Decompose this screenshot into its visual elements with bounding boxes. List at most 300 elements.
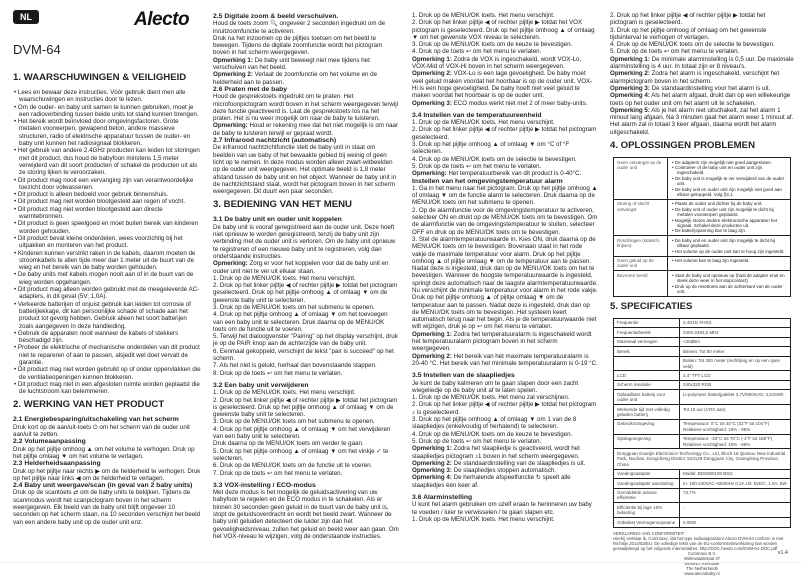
note-label: Opmerking 2: xyxy=(610,70,650,78)
section-heading: 2. WERKING VAN HET PRODUCT xyxy=(13,399,165,411)
spec-row xyxy=(614,356,791,371)
section-heading: 3. BEDIENING VAN HET MENU xyxy=(213,199,352,211)
table-row xyxy=(614,158,791,200)
spec-label: Bereik xyxy=(614,347,680,356)
note-paragraph xyxy=(412,467,598,474)
spec-value: Temperatuur: -20°C tot 70°C (-4°F tot 158°F) Relatieve vochtigheid: 15% - 85% xyxy=(680,434,791,449)
paragraph: 1. Druk op de MENU/OK toets. Het menu verschijnt. xyxy=(213,274,356,282)
note-label: Opmerking 1: xyxy=(412,445,452,453)
note-label: Opmerking 1: xyxy=(213,56,253,64)
spec-value: 240x320 RGB xyxy=(680,380,791,389)
paragraph: 2. Druk op het linker pijltje ◀ of rechter pijltje ▶ totdat het pictogram ♪ is geselecteerd. xyxy=(412,401,597,416)
paragraph: 5. Druk op de toets ↩ om het menu te verlaten. xyxy=(610,48,740,56)
bullet-item xyxy=(13,118,201,147)
note-text: De herhalende afspeelfunctie ↻ speelt alle slaapliedjes één keer af. xyxy=(412,474,571,489)
model-title: DVM-64 xyxy=(13,42,61,57)
bullet-marker: • xyxy=(672,159,675,165)
paragraph: 4. Druk op de MENU/OK toets om de keuze te bevestigen. xyxy=(412,430,573,438)
troubleshooting-table xyxy=(613,157,791,297)
subsection-heading: 2.5 Digitale zoom & beeld verschuiven. xyxy=(213,13,339,20)
paragraph: 2. Druk op het linker pijltje ◀ of rechter pijltje ▶ totdat het pictogram geselecteerd. xyxy=(412,126,597,141)
solution-cell xyxy=(668,236,791,256)
paragraph: 6. Eenmaal gekoppeld, verschijnt de tekst "pair is succeed" op het scherm. xyxy=(213,347,394,363)
bullet-marker: • xyxy=(14,366,18,374)
solution-text: Druk op de resettoets aan de achterkant van de ouder unit. xyxy=(674,283,783,295)
solution-list xyxy=(671,258,787,263)
bullet-marker: • xyxy=(672,248,675,254)
solution-item xyxy=(671,176,787,187)
note-label: Opmerking: xyxy=(213,122,248,130)
note-label: Opmerking 2: xyxy=(412,70,452,78)
note-paragraph xyxy=(610,107,794,136)
bullet-item xyxy=(13,89,201,104)
paragraph: 2. Druk op het linker pijltje ◀ of rechter pijltje ▶ totdat het VOX pictogram is geselecteerd. Druk op het pijltje omhoog ▲ of omlaag ▼ om het gewenste VOX niveau te selecteren. xyxy=(412,19,595,41)
note-text: Zodra het temperatuuralarm is ingeschakeld wordt het temperatuuralarm pictogram boven in het scherm weergegeven. xyxy=(412,330,592,353)
solution-text: Het volume op de ouder unit kan te hoog zijn ingesteld. xyxy=(674,248,785,254)
column-4 xyxy=(610,12,794,576)
solution-item xyxy=(671,207,787,218)
column-2 xyxy=(213,13,399,540)
bullet-item xyxy=(13,104,201,119)
note-label: Opmerking 2: xyxy=(213,71,253,79)
note-paragraph xyxy=(213,122,399,137)
spec-row xyxy=(614,405,791,420)
spec-label: LCD xyxy=(614,371,680,380)
version-label: v1.4 xyxy=(777,550,788,556)
paragraph: 8. Druk op de toets ↩ om het menu te verlaten. xyxy=(213,369,343,377)
note-text: Het temperatuurbereik van dit product is 0-40°C. xyxy=(446,170,582,178)
subsection-heading: 2.2 Volumeaanpassing xyxy=(13,438,86,446)
note-text: De baby unit beweegt niet mee tijdens het verschuiven van het beeld. xyxy=(213,56,370,72)
note-label: Opmerking 5: xyxy=(610,106,650,114)
note-label: Opmerking 3: xyxy=(610,84,650,92)
note-text: De minimale alarminstelling is 0,5 uur. De maximale alarminstelling is 4 uur. In totaal zijn er 8 niveau's. xyxy=(610,55,794,71)
bullet-text: Dit product mag niet worden gebruikt op of onder oppervlakken die de ventilatieopeningen kunnen blokkeren. xyxy=(17,366,201,381)
solution-item xyxy=(671,258,787,263)
bullet-text: Dit product mag niet worden blootgesteld aan regen of vocht. xyxy=(17,198,186,206)
paragraph: 4. Druk op het pijltje omhoog ▲ of omlaag ▼ om het toevoegen van een baby unit te selecteren. Druk daarna op de MENU/OK toets om de functie uit te voeren. xyxy=(213,311,388,333)
bullet-item xyxy=(13,301,201,330)
bullet-marker: • xyxy=(14,234,18,242)
note-paragraph xyxy=(610,92,794,107)
bullet-item xyxy=(13,191,201,198)
note-paragraph xyxy=(213,71,399,86)
solution-text: De batterijspanning kan te laag zijn. xyxy=(674,228,747,234)
note-text: De standaardinstelling van de slaapliedjes is uit. xyxy=(451,459,586,467)
bullet-text: Lees en bewaar deze instructies. Vóór gebruik dient men alle waarschuwingen en instructies door te lezen. xyxy=(17,89,186,104)
declaration-title: VERKLARING VAN CONFORMITEIT xyxy=(613,530,685,536)
subsection-heading: 3.4 Instellen van de temperatuureenheid xyxy=(412,111,542,119)
paragraph: U kunt het alarm gebruiken om uzelf eraan te herinneren uw baby te voeden / luier te verwisselen / te gaan slapen etc. xyxy=(412,501,592,516)
subsection-heading: 2.7 Infrarood nachtzicht (automatisch) xyxy=(213,137,337,145)
note-paragraph xyxy=(412,460,598,467)
bullet-marker: • xyxy=(14,300,18,308)
bullet-item xyxy=(13,206,201,221)
problem-cell: Rondzingen (statisch, krijsen) xyxy=(614,236,668,256)
spec-row xyxy=(614,469,791,478)
spec-value: 2,4" TFT LCD xyxy=(680,371,791,380)
solution-text: De baby unit en ouder unit zijn mogelijk te dicht bij elkaar geplaatst. xyxy=(674,237,775,249)
problem-cell: Geen geluid op de ouder unit xyxy=(614,256,668,271)
bullet-marker: • xyxy=(672,237,675,243)
bullet-marker: • xyxy=(672,175,675,181)
paragraph: De baby unit is vooraf geregistreerd aan de ouder unit. Deze hoeft niet opnieuw te worden geregistreerd, tenzij de baby unit zijn verbinding met de ouder unit is verloren. Om de baby unit opnieuw te registreren of een nieuwe baby unit te registreren, volg dan onderstaande instructies. xyxy=(213,223,396,260)
bullet-marker: • xyxy=(14,249,18,257)
bullet-marker: • xyxy=(14,176,18,184)
declaration-text: Hierbij verklaar ik, Commaxx, dat het type radioapparatuur Alecto DVM-64 conform is met Richtlijn 2014/53/EU. De volledige tekst van de EU-conformiteitsverklaring kan worden geraadpleegd op het volgende internetadres: http://DOC.hesdo.com/DVM-64-DOC.pdf xyxy=(613,535,784,551)
spec-label: Voedingsadapter aansluiting xyxy=(614,479,680,488)
paragraph: 6. Druk op de MENU/OK toets om de functie uit te voeren. xyxy=(213,462,373,470)
note-text: Zorg er voor het koppelen voor dat de baby unit en ouder unit niet te ver uit elkaar staan. xyxy=(213,260,389,275)
note-label: Opmerking 3: xyxy=(412,99,452,107)
note-text: ECO modus werkt niet met 2 of meer baby-units. xyxy=(451,99,588,107)
bullet-text: Dit product mag niet worden blootgesteld aan directe warmtebronnen. xyxy=(17,205,163,221)
bullet-marker: • xyxy=(14,147,18,155)
note-paragraph xyxy=(412,100,598,107)
solution-text: De baby unit is mogelijk te ver verwijderd van de ouder unit. xyxy=(674,175,785,187)
bullet-marker: • xyxy=(672,258,675,264)
paragraph: 7. Als het niet is gelukt, herhaal dan bovenstaande stappen. xyxy=(213,362,377,370)
note-label: Opmerking: xyxy=(412,170,447,178)
table-row xyxy=(614,236,791,256)
spec-value: Temperatuur: 0°C tot 40°C (32°F tot 104°F) Relatieve vochtigheid: 15% - 85% xyxy=(680,419,791,434)
paragraph: 3. Druk op de MENU/OK toets om het submenu te openen. xyxy=(213,303,375,311)
paragraph: Met deze modus is het mogelijk de geluidsactivering van uw babyfoon te regelen en de ECO modus in te schakelen. Als er binnen 30 seconden geen geluid in de buurt van de baby unit is, stopt de geluidsoverdracht en wordt het beeld zwart. Wanneer de baby unit geluiden detecteert die luider zijn dan het gevoeligheidsniveau, zullen het geluid en beeld weer aan gaan. Om het VOX-niveau te wijzigen, volg de onderstaande instructies. xyxy=(213,489,399,540)
paragraph: Druk daarna op de MENU/OK toets om verder te gaan. xyxy=(213,440,364,448)
spec-value: 73,7% xyxy=(680,488,791,503)
paragraph: 1. Druk op de MENU/OK toets. Het menu verschijnt. xyxy=(412,119,555,127)
subsection-heading: 2.3 Helderheidsaanpassing xyxy=(13,460,101,468)
page-divider xyxy=(0,562,802,563)
spec-row xyxy=(614,337,791,346)
bullet-text: Kinderen kunnen verstrikt raken in de kabels, daarom moeten de stroomkabels te allen tijde meer dan 1 meter uit de buurt van de wieg en het bereik van de baby worden gehouden. xyxy=(17,249,196,272)
solution-text: Mogelijk storen andere elektronische apparaten het signaal. Schakel deze producten uit. xyxy=(674,217,778,229)
spec-row xyxy=(614,380,791,389)
bullet-marker: • xyxy=(14,198,18,206)
paragraph: 4. Druk op de MENU/OK toets om de selectie te bevestigen. xyxy=(412,155,577,163)
paragraph: 1. Druk op de MENU/OK toets. Het menu zal verschijnen. xyxy=(412,394,570,402)
spec-label xyxy=(614,356,680,371)
note-paragraph xyxy=(213,57,399,72)
subsection-heading: 2.6 Praten met de baby xyxy=(213,85,288,93)
specs-heading: 5. SPECIFICATIES xyxy=(610,300,693,312)
solution-text: Controleer of de baby unit en ouder unit zijn ingeschakeld. xyxy=(674,164,763,176)
solution-list xyxy=(671,273,787,295)
spec-row xyxy=(614,449,791,469)
spec-label: Scherm resolutie xyxy=(614,380,680,389)
solution-cell xyxy=(668,158,791,200)
column-4-text xyxy=(610,12,794,152)
note-label: Opmerking 4: xyxy=(412,474,452,482)
paragraph: 3. Druk op de MENU/OK toets om de keuze te bevestigen. xyxy=(412,41,573,49)
paragraph: 1. Ga in het menu naar het pictogram. Druk op het pijltje omhoog ▲ of omlaag ▼ om de functie alarm te selecteren. Druk daarna op de MENU/OK toets om het submenu te openen. xyxy=(412,184,598,207)
spec-row xyxy=(614,419,791,434)
spec-label: Frequentiebereik xyxy=(614,328,680,337)
specifications-table xyxy=(613,318,791,528)
bullet-marker: • xyxy=(14,220,18,228)
solution-text: Start de baby unit opnieuw op (haal de adapter eruit en steek deze weer in het stopcontact). xyxy=(674,272,785,284)
spec-label: Gemiddelde actieve efficiëntie xyxy=(614,488,680,503)
bullet-text: Dit product is geen speelgoed en moet buiten bereik van kinderen worden gehouden. xyxy=(17,220,199,235)
bullet-marker: • xyxy=(14,329,18,337)
solution-cell xyxy=(668,199,791,235)
subsection-heading: 3.3 VOX-instelling / ECO-modus xyxy=(213,481,316,489)
solution-item xyxy=(671,228,787,233)
note-text: VOX-Lo is een lage gevoeligheid. De baby moet veel geluid maken voordat het hoorbaar is op de ouder unit. VOX-Hi is een hoge gevoeligheid. De baby hoeft niet veel geluid te maken voordat het hoorbaar is op de ouder unit. xyxy=(412,70,593,100)
note-text: Zodra het slaapliedje is geactiveerd, wordt het slaapliedjes pictogram ♪1 boven in het scherm weergegeven. xyxy=(412,445,580,460)
note-paragraph xyxy=(610,70,794,85)
paragraph: 3. Druk op het pijltje omhoog ▲ of omlaag ▼ om °C of °F selecteren. xyxy=(412,141,570,156)
note-paragraph xyxy=(213,260,399,275)
spec-row xyxy=(614,371,791,380)
paragraph: 2. Druk op het linker pijltje ◀ of rechter pijltje ▶ totdat het pictogram is geselecteerd. Druk op het pijltje omhoog ▲ of omlaag ▼ om de gewenste baby unit te selecteren. xyxy=(213,396,398,419)
problem-cell: Storing of slecht ontvangst xyxy=(614,199,668,235)
bullet-marker: • xyxy=(14,344,18,352)
bullet-marker: • xyxy=(672,164,675,170)
spec-row xyxy=(614,488,791,503)
address-line: www.alectobaby.nl xyxy=(684,570,720,576)
paragraph: 3. Stel de alarmtemperatuurwaarde in. Kies ON, druk daarna op de MENU/OK toets om te bevestigen. Bovenaan staat in het rode vakje de maximale temperatuur voor alarm. Druk op het pijltje omhoog ▲ of pijltje omlaag ▼ om de temperatuur aan te passen. Nadat deze is ingesteld, druk dan op de MENU/OK toets om het te bevestigen. Wanneer de hoogste temperatuurwaarde is ingesteld, springt deze automatisch naar de laagste alarmtemperatuurwaarde. Nu verschijnt de minimale temperatuur voor alarm in het rode vakje. Druk op het pijltje omhoog ▲ of pijltje omlaag ▼ om de temperatuur aan te passen. Nadat deze is ingesteld, druk dan op de MENU/OK toets om te bevestigen. Het systeem keert automatisch terug naar het begin. Als je de temperatuurwaarde niet wilt wijzigen, druk je op ↩ om het menu te verlaten. xyxy=(412,235,598,331)
note-text: De standaardinstelling voor het alarm is uit. xyxy=(649,84,771,92)
address xyxy=(610,551,794,576)
bullet-marker: • xyxy=(672,228,675,234)
bullet-marker: • xyxy=(672,272,675,278)
paragraph: 1. Druk op de MENU/OK toets. Het menu verschijnt. xyxy=(412,515,555,523)
note-text: Houd er rekening mee dat het niet mogelijk is om naar de baby te luisteren terwijl er gepraat wordt. xyxy=(213,122,399,137)
bullet-text: De baby units met kabels mogen nooit aan of in de buurt van de wieg worden opgehangen. xyxy=(17,271,194,286)
note-paragraph xyxy=(610,56,794,71)
solution-item xyxy=(671,284,787,295)
note-text: Verlaat de zoomfunctie om het volume en de helderheid aan te passen. xyxy=(213,71,378,86)
note-text: Zodra het alarm is ingeschakeld, verschijnt het alarmpictogram boven in het scherm. xyxy=(610,70,780,85)
solution-item xyxy=(671,187,787,198)
paragraph: 1. Druk op de MENU/OK toets. Het menu verschijnt. xyxy=(213,389,356,397)
spec-label: Dongguan Guanjin Electronics Technology Co., Ltd, Block 16 Qiantou New Industrial Park, Nuchan, Dongcheng District, 523128 Dongguan City, Guangdong Province, China xyxy=(614,449,791,469)
spec-row xyxy=(614,434,791,449)
spec-value: Binnen: Tot 50 meter xyxy=(680,347,791,356)
bullet-marker: • xyxy=(14,286,18,294)
bullet-marker: • xyxy=(14,118,18,126)
note-label: Opmerking 4: xyxy=(610,92,650,100)
bullet-item xyxy=(13,235,201,250)
note-paragraph xyxy=(412,353,598,368)
spec-value: <20dBm xyxy=(680,337,791,346)
spec-row xyxy=(614,390,791,405)
subsection-heading: 3.6 Alarminstelling xyxy=(412,494,473,501)
bullet-text: Gebruik de apparaten nooit wanneer de kabels of stekkers beschadigd zijn. xyxy=(17,329,179,345)
bullet-marker: • xyxy=(14,103,18,111)
paragraph: Druk na het inzoomen op de pijltjes toetsen om het beeld te bewegen. Tijdens de digitale zoomfunctie wordt het pictogram boven in het scherm weergegeven. xyxy=(213,34,383,57)
spec-value: In: 100-240VAC~50/60Hz 0,2A Uit: 5VDC, 1,0A, 5W xyxy=(680,479,791,488)
spec-value: - xyxy=(680,503,791,518)
bullet-item xyxy=(13,250,201,272)
subsection-heading: 2.4 Baby unit weergave/scan (in geval van 2 baby units) xyxy=(13,482,193,490)
spec-label: Opslagomgeving xyxy=(614,434,680,449)
bullet-text: Dit product bevat kleine onderdelen, wees voorzichtig bij het uitpakken en monteren van het product. xyxy=(17,234,183,250)
spec-label: Maximaal vermogen xyxy=(614,337,680,346)
bullet-text: Probeer de elektrische of mechanische onderdelen van dit product niet te repareren of aan te passen, alsjedit wel doet vervalt de garantie. xyxy=(17,344,200,366)
note-paragraph xyxy=(412,70,598,99)
bullet-item xyxy=(13,271,201,286)
paragraph: 3. Druk op het pijltje omhoog of omlaag om het gewenste tijdsinterval te verhogen of verlagen. xyxy=(610,26,767,41)
spec-row xyxy=(614,479,791,488)
address-line: Commaxx B.V. xyxy=(687,550,717,556)
spec-label: Voedingsadapter xyxy=(614,469,680,478)
paragraph: Druk kort op de aan/uit-toets ⏻ om het scherm van de ouder unit aan/uit te zetten. xyxy=(13,423,190,439)
spec-value: Model: BDS050100 BSG xyxy=(680,469,791,478)
bullet-item xyxy=(13,177,201,192)
bullet-item xyxy=(13,330,201,345)
note-label: Opmerking 1: xyxy=(412,330,452,338)
bullet-item xyxy=(13,344,201,366)
table-row xyxy=(614,256,791,271)
spec-value: 2400-2483,5 MHz xyxy=(680,328,791,337)
paragraph: 4. Druk op het pijltje omhoog ▲ of omlaag ▼ om het verwijderen van een baby unit te selecteren. xyxy=(213,425,391,441)
spec-row xyxy=(614,518,791,527)
spec-row xyxy=(614,503,791,518)
spec-label: Werkende tijd met volledig geladen batterij xyxy=(614,405,680,420)
paragraph: Druk op het pijltje omhoog ▲ om het volume te verhogen. Druk op het pijltje omlaag ▼ om het volume te verlagen. xyxy=(13,445,195,460)
note-label: Opmerking: xyxy=(213,260,248,268)
paragraph: Houd de toets zoom 🔍 ongeveer 2 seconden ingedrukt om de in/uitzoomfunctie te activeren. xyxy=(213,20,386,35)
paragraph: 3. Druk op de MENU/OK toets om het submenu te openen. xyxy=(213,418,375,426)
bullet-text: Het bereik wordt beïnvloed door omgevingsfactoren. Grote metalen voorwerpen, gewapend beton, andere massieve structuren, radio of elektrische apparatuur tussen de ouder- en baby unit kunnen het radiosignaal blokkeren. xyxy=(17,118,191,148)
solution-list xyxy=(671,201,787,233)
spec-label: Frequentie xyxy=(614,318,680,327)
spec-value: Tot 10 uur (VOX aan) xyxy=(680,405,791,420)
address-line: 6464NG Kerkrade xyxy=(684,560,720,566)
note-paragraph xyxy=(412,474,598,489)
note-label: Opmerking 1: xyxy=(610,55,650,63)
spec-row xyxy=(614,328,791,337)
column-3 xyxy=(412,12,598,523)
solution-item xyxy=(671,218,787,229)
bullet-text: Om de ouder- en baby unit samen te kunnen gebruiken, moet je een radioverbinding tussen beide units tot stand kunnen brengen. xyxy=(17,103,199,118)
address-line: Wielewaalstraat 37 xyxy=(683,555,721,561)
bullet-item xyxy=(13,381,201,396)
subsection-heading: 3.2 Een baby unit verwijderen xyxy=(213,381,309,389)
paragraph: 4. Druk op de toets ↩ om het menu te verlaten. xyxy=(412,48,542,56)
solution-item xyxy=(671,238,787,249)
bullet-item xyxy=(13,220,201,235)
bullet-text: Dit product mag nooit een vervanging zijn van verantwoordelijke toezicht door volwassenen. xyxy=(17,176,194,191)
solution-item xyxy=(671,165,787,176)
note-label: Opmerking 3: xyxy=(412,467,452,475)
spec-value: Li-polymeer batterijpakket 3,7V/950mAh; 3,515Wh xyxy=(680,390,791,405)
spec-value: 0.05W xyxy=(680,518,791,527)
section-heading: 1. WAARSCHUWINGEN & VEILIGHEID xyxy=(13,72,187,83)
subsection-heading: 3.1 De baby unit en ouder unit koppelen xyxy=(213,216,342,224)
bullet-marker: • xyxy=(14,191,18,199)
paragraph: 5. Druk op de toets ↩ om het menu te verlaten. xyxy=(412,162,542,170)
paragraph: 4. Druk op de MENU/OK toets om de selectie te bevestigen. xyxy=(610,41,775,49)
note-paragraph xyxy=(412,445,598,460)
note-paragraph xyxy=(610,85,794,92)
spec-value: Buiten: Tot 300 meter (rechtlijnig en op een open veld) xyxy=(680,356,791,371)
bullet-marker: • xyxy=(672,217,675,223)
subsection-heading: Instellen van het omgevingstemperatuur alarm xyxy=(412,177,563,185)
solution-text: De baby unit of ouder unit zijn mogelijk te dicht bij metalen voorwerpen geplaatst. xyxy=(674,206,774,218)
bullet-text: Dit product is alleen bedoeld voor gebruik binnenshuis. xyxy=(17,191,169,199)
bullet-marker: • xyxy=(14,380,18,388)
section-heading: 4. OPLOSSINGEN PROBLEMEN xyxy=(610,140,755,152)
spec-row xyxy=(614,347,791,356)
paragraph: Je kunt de baby kalmeren om te gaan slapen door een zacht wiegeliedje op de baby unit af te laten spelen. xyxy=(412,379,579,394)
spec-label: Oplaadbare batterij voor ouder unit xyxy=(614,390,680,405)
language-badge: NL xyxy=(13,10,39,24)
note-text: De slaapliedjes stoppen automatisch. xyxy=(451,467,557,475)
declaration xyxy=(613,531,794,551)
subsection-heading: 2.1 Energiebesparing/uitschakeling van het scherm xyxy=(13,416,179,424)
solution-cell xyxy=(668,256,791,271)
solution-text: Het volume kan te laag zijn ingesteld. xyxy=(674,258,750,264)
note-label: Opmerking 2: xyxy=(412,352,452,360)
bullet-item xyxy=(13,198,201,205)
spec-row xyxy=(614,318,791,327)
bullet-marker: • xyxy=(672,283,675,289)
address-line: The Netherlands xyxy=(686,565,718,571)
problem-cell: Geen ontvangst op de ouder unit xyxy=(614,158,668,200)
paragraph: 2. Op de alarmfunctie voor de omgevingstemperatuur te activeren, selecteer ON en drukt op de MENU/OK toets om te bevestigen. Om de alarmfunctie van de omgevingstemperatuur te sluiten, selecteer OFF en druk op de MENU/OK toets om te bevestigen. xyxy=(412,206,598,236)
solution-item xyxy=(671,249,787,254)
note-text: Zodra de VOX is ingeschakeld, wordt VOX-Lo, VOX-Mid of VOX-Hi boven in het scherm weergegeven. xyxy=(412,55,582,71)
note-paragraph xyxy=(412,331,598,353)
note-text: Als je het alarm niet uitschakelt, zal het alarm 1 minuut lang afgaan. Na 3 minuten gaat het alarm weer 1 minuut af. Het alarm zal in totaal 3 keer afgaan, daarna wordt het alarm uitgeschakeld. xyxy=(610,106,794,136)
note-text: Als het alarm afgaat, drukt dan op een willekeurige toets op het ouder unit om het alarm uit te schakelen. xyxy=(610,92,791,107)
bullet-item xyxy=(13,366,201,381)
paragraph: 3. Druk op het pijltje omhoog ▲ of omlaag ▼ om 1 van de 8 slaapliedjes (enkelvoudig of herhalend) te selecteren. xyxy=(412,416,577,431)
bullet-item xyxy=(13,286,201,301)
paragraph: Druk op het pijltje naar rechts ▶ om de helderheid te verhogen. Druk op het pijltje naar links ◀ om de helderheid te verlagen. xyxy=(13,467,201,482)
bullet-marker: • xyxy=(672,201,675,207)
bullet-text: Verkeerde batterijen of onjuist gebruik kan leiden tot corrosie of batterijlekkage, dit kan persoonlijke schade of schade aan het product tot gevolg hebben. Gebruik alleen het soort batterijen zoals aangegeven in deze handleiding. xyxy=(17,300,191,330)
note-label: Opmerking 1: xyxy=(412,55,452,63)
column-1 xyxy=(13,68,201,526)
bullet-text: Dit product mag niet in een afgesloten ruimte worden geplaatst die de luchtstroom kan belemmeren. xyxy=(17,380,200,396)
solution-text: De baby unit en ouder unit zijn mogelijk niet goed aan elkaar gekoppeld. Volg §3.1. xyxy=(674,186,782,197)
bullet-item xyxy=(13,147,201,176)
note-paragraph xyxy=(412,170,598,177)
solution-cell xyxy=(668,271,791,297)
solution-list xyxy=(671,238,787,254)
paragraph: 7. Druk op de toets ↩ om het menu te verlaten. xyxy=(213,469,343,477)
paragraph: Druk op de scantoets ⇄ om de baby units te bekijken. Tijdens de scanmodus wordt het scanpictogram boven in het scherm weergegeven. Elk beeld van de baby unit blijft ongeveer 10 seconden op het scherm staan, na 10 seconden verschijnt het beeld van een andere baby unit op de ouder unit enz. xyxy=(13,489,201,526)
paragraph: De infrarood nachtzichtfunctie stelt de baby unit in staat om beelden van uw baby of het bewaakte gebied bij weinig of geen licht op te nemen. In deze modus worden alleen zwart-witbeelden op de ouder unit weergegeven. Het optimale beeld is 1,8 meter afstand tussen de baby unit en het object. Wanneer de baby unit in de nachtzichtstand staat, wordt het pictogram boven in het scherm weergegeven. Dit duurt een paar seconden. xyxy=(213,144,397,196)
paragraph: 2. Druk op het linker pijltje ◀ of rechter pijltje ▶ totdat het pictogram geselecteerd. Druk op het pijltje omhoog ▲ of omlaag ▼ om de gewenste baby unit te selecteren. xyxy=(213,282,398,304)
bullet-text: Dit product mag alleen worden gebruikt met de meegeleverde AC-adapters, in dit geval (5V; 1,0A). xyxy=(17,286,200,301)
paragraph: 5. Druk op de toets ↩ om het menu te verlaten. xyxy=(412,437,542,445)
solution-item xyxy=(671,273,787,284)
bullet-marker: • xyxy=(14,205,18,213)
problem-cell: Bevroren beeld xyxy=(614,271,668,297)
solution-text: Plaats de ouder unit dichter bij de baby unit. xyxy=(674,201,763,207)
paragraph: 1. Druk op de MENU/OK toets. Het menu verschijnt. xyxy=(412,12,555,19)
paragraph: 5. Druk op het pijltje omhoog ▲ of omlaag ▼ om het vinkje ✓ te selecteren. xyxy=(213,447,389,462)
solution-text: De adapters zijn mogelijk niet goed aangesloten. xyxy=(674,159,772,165)
brand-logo: Alecto xyxy=(134,9,190,30)
paragraph: 2. Druk op het linker pijltje ◀ of rechter pijltje ▶ totdat het pictogram is geselecteerd. xyxy=(610,12,766,27)
table-row xyxy=(614,271,791,297)
paragraph: Houd de gesprekstoets ingedrukt om te praten. Het microfoonpictogram wordt boven in het scherm weergegeven terwijl deze functie geactiveerd is. Laat de gesprekstoets los na het praten. Het is nu weer mogelijk om naar de baby te luisteren. xyxy=(213,93,399,123)
note-paragraph xyxy=(412,56,598,71)
note-label: Opmerking 2: xyxy=(412,459,452,467)
spec-label: Gebruiksomgeving xyxy=(614,419,680,434)
solution-list xyxy=(671,160,787,198)
subsection-heading: 3.5 Instellen van de slaapliedjes xyxy=(412,372,515,380)
spec-label: Onbelast Vermogensopname xyxy=(614,518,680,527)
bullet-marker: • xyxy=(14,271,18,279)
bullet-marker: • xyxy=(672,186,675,192)
